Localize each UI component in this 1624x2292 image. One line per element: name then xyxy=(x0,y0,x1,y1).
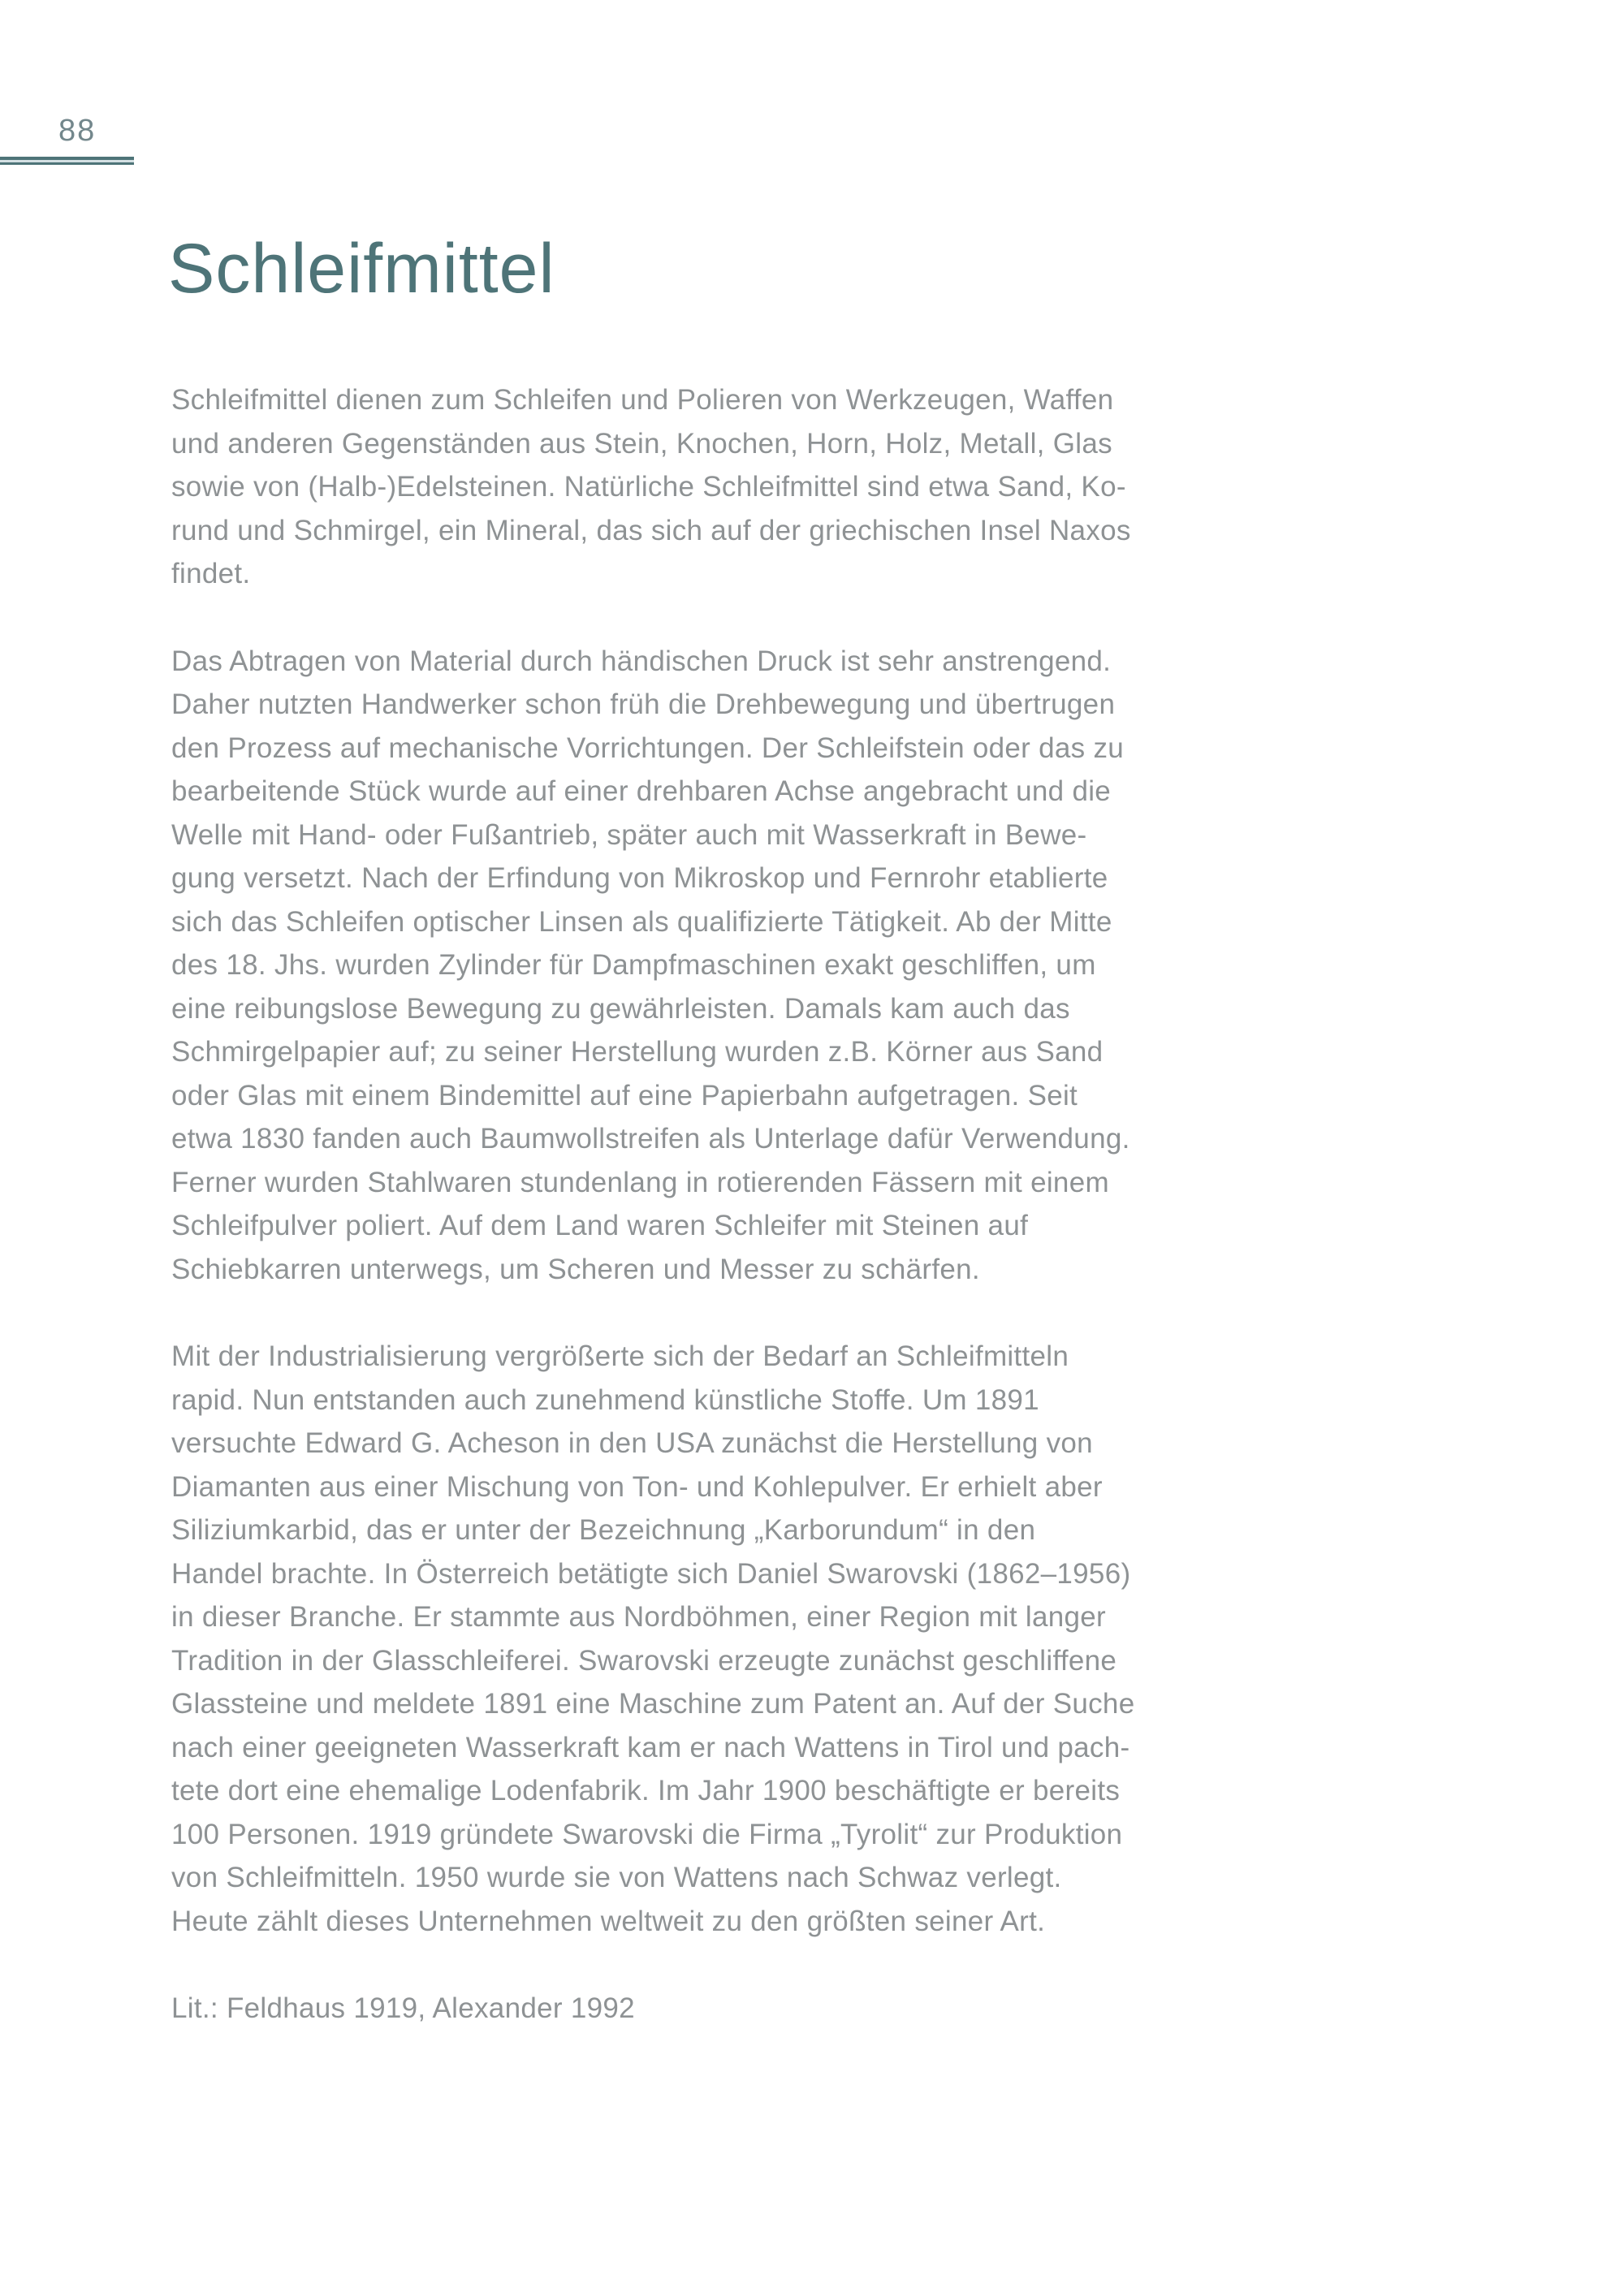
text-line: Glassteine und meldete 1891 eine Maschine zum Patent an. Auf der Suche xyxy=(171,1688,1135,1720)
text-line: versuchte Edward G. Acheson in den USA zunächst die Herstellung von xyxy=(171,1427,1093,1459)
text-line: rapid. Nun entstanden auch zunehmend künstliche Stoffe. Um 1891 xyxy=(171,1383,1039,1416)
paragraph xyxy=(171,640,1251,1292)
text-line: Mit der Industrialisierung vergrößerte sich der Bedarf an Schleifmitteln xyxy=(171,1340,1069,1372)
text-line: Siliziumkarbid, das er unter der Bezeichnung „Karborundum“ in den xyxy=(171,1514,1036,1546)
text-line: Schiebkarren unterwegs, um Scheren und Messer zu schärfen. xyxy=(171,1253,980,1285)
text-line: Handel brachte. In Österreich betätigte sich Daniel Swarovski (1862–1956) xyxy=(171,1557,1131,1590)
paragraph xyxy=(171,378,1251,596)
article-body xyxy=(171,378,1251,2031)
text-line: des 18. Jhs. wurden Zylinder für Dampfmaschinen exakt geschliffen, um xyxy=(171,949,1096,981)
text-line: Schleifmittel dienen zum Schleifen und Polieren von Werkzeugen, Waffen xyxy=(171,384,1114,416)
page-number: 88 xyxy=(58,114,97,148)
text-line: nach einer geeigneten Wasserkraft kam er nach Wattens in Tirol und pach- xyxy=(171,1731,1130,1763)
text-line: Ferner wurden Stahlwaren stundenlang in rotierenden Fässern mit einem xyxy=(171,1166,1109,1198)
text-line: oder Glas mit einem Bindemittel auf eine Papierbahn aufgetragen. Seit xyxy=(171,1079,1078,1111)
text-line: von Schleifmitteln. 1950 wurde sie von Wattens nach Schwaz verlegt. xyxy=(171,1862,1062,1893)
text-line: 100 Personen. 1919 gründete Swarovski die Firma „Tyrolit“ zur Produktion xyxy=(171,1818,1123,1850)
text-line: Welle mit Hand- oder Fußantrieb, später auch mit Wasserkraft in Bewe- xyxy=(171,818,1087,851)
text-line: etwa 1830 fanden auch Baumwollstreifen als Unterlage dafür Verwendung. xyxy=(171,1123,1130,1155)
text-line: Diamanten aus einer Mischung von Ton- und Kohlepulver. Er erhielt aber xyxy=(171,1470,1103,1503)
text-line: bearbeitende Stück wurde auf einer drehbaren Achse angebracht und die xyxy=(171,775,1112,807)
text-line: sich das Schleifen optischer Linsen als qualifizierte Tätigkeit. Ab der Mitte xyxy=(171,905,1112,938)
paragraph xyxy=(171,1335,1251,1943)
text-line: und anderen Gegenständen aus Stein, Knochen, Horn, Holz, Metall, Glas xyxy=(171,427,1112,460)
text-line: Schleifpulver poliert. Auf dem Land waren Schleifer mit Steinen auf xyxy=(171,1210,1029,1241)
text-line: in dieser Branche. Er stammte aus Nordböhmen, einer Region mit langer xyxy=(171,1601,1106,1633)
text-line: den Prozess auf mechanische Vorrichtungen. Der Schleifstein oder das zu xyxy=(171,732,1125,764)
text-line: Schmirgelpapier auf; zu seiner Herstellung wurden z.B. Körner aus Sand xyxy=(171,1036,1104,1068)
header-rule-bottom-line xyxy=(0,162,134,165)
text-line: tete dort eine ehemalige Lodenfabrik. Im Jahr 1900 beschäftigte er bereits xyxy=(171,1775,1121,1806)
text-line: Tradition in der Glasschleiferei. Swarovski erzeugte zunächst geschliffene xyxy=(171,1644,1117,1677)
text-line: Das Abtragen von Material durch händischen Druck ist sehr anstrengend. xyxy=(171,645,1112,677)
text-line: sowie von (Halb-)Edelsteinen. Natürliche Schleifmittel sind etwa Sand, Ko- xyxy=(171,471,1126,503)
text-line: Heute zählt dieses Unternehmen weltweit zu den größten seiner Art. xyxy=(171,1905,1046,1937)
text-line: rund und Schmirgel, ein Mineral, das sich auf der griechischen Insel Naxos xyxy=(171,514,1131,546)
text-line: eine reibungslose Bewegung zu gewährleisten. Damals kam auch das xyxy=(171,992,1070,1025)
text-line: Daher nutzten Handwerker schon früh die Drehbewegung und übertrugen xyxy=(171,688,1116,720)
text-line: findet. xyxy=(171,558,251,589)
page-title: Schleifmittel xyxy=(168,230,555,308)
header-rule xyxy=(0,157,134,165)
text-line: gung versetzt. Nach der Erfindung von Mikroskop und Fernrohr etablierte xyxy=(171,862,1108,894)
literature-reference: Lit.: Feldhaus 1919, Alexander 1992 xyxy=(171,1992,635,2024)
